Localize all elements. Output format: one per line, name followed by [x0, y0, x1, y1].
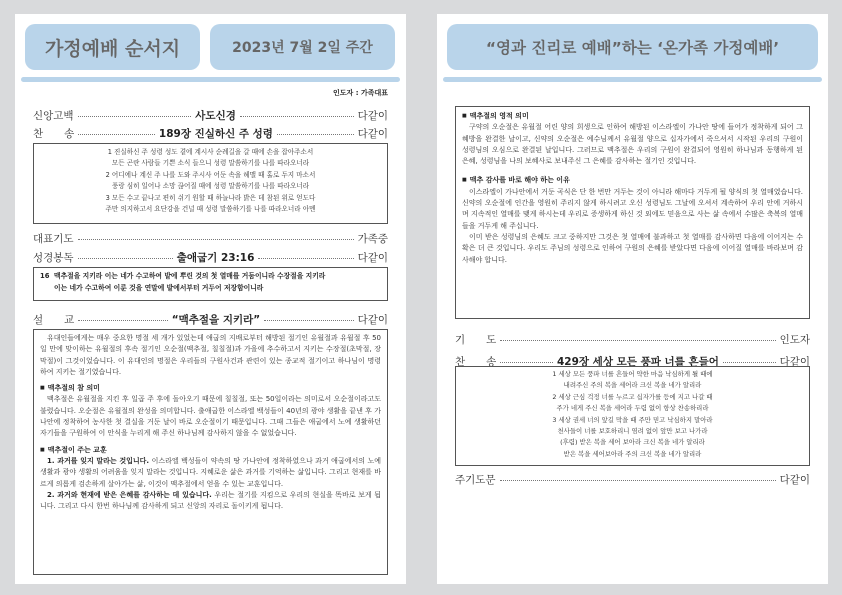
- dotted-leader: [78, 115, 192, 117]
- dotted-leader: [78, 238, 354, 240]
- lyric-line: 1 세상 모든 풍파 너를 흔들어 약한 마음 낙심하게 될 때에: [552, 370, 713, 378]
- sermon-box: [33, 329, 388, 575]
- section-body: 구약의 오순절은 유월절 어린 양의 희생으로 인하여 해방된 이스라엘이 가나안 땅에 들어가 정착하게 되어 그 혜방을 완결한 날이고, 신약의 오순절은 예수님께서 유월절 양으로 십자가에서 죽으셔서 시작된 우리의 구원이 성령님의 오심으로 완결된 날입니다. 그러므로 맥추절은 우리의 구원이 완결되어 영원히 하나님과 동행하게 된 은혜, 성령님을 나의 보혜사로 보내주신 그 은혜를 감사하는 절기인 것입니다.: [462, 123, 803, 166]
- dotted-leader: [500, 361, 553, 363]
- order-participant: 다같이: [357, 128, 389, 140]
- bulletin-banner: “영과 진리로 예배”하는 ‘온가족 가정예배’: [447, 24, 818, 70]
- order-content: 429장 세상 모든 풍파 너를 흔들어: [556, 356, 719, 368]
- dotted-leader: [500, 479, 776, 481]
- lyric-line: 1 진실하신 주 성령 성도 곁에 계시사 순례길을 갈 때에 손을 잡아주소서: [107, 148, 314, 156]
- dotted-leader: [723, 361, 776, 363]
- verse-line: 이는 네가 수고하여 이룬 것을 연말에 밭에서부터 거두어 저장함이니라: [54, 283, 264, 292]
- order-content: 사도신경: [195, 110, 236, 122]
- order-participant: 다같이: [779, 356, 810, 368]
- section-body: 맥추절은 유월절을 지킨 후 일곱 주 후에 돌아오기 때문에 칠칠절, 또는 50일이라는 의미로서 오순절이라고도 불렸습니다. 오순절은 유월절의 완성을 의미합니다. 출애굽한 이스라엘 백성들이 40년의 광야 생활을 끝낸 후 가나안에 정착하여 농사한 첫 결실을 거둔 날이 바로 오순절이기 때문입니다. 그때 그들은 애굽에서 노예 생활하던 자기들을 구원하여 이 안식을 누리게 해 주신 하나님께 감사하지 않을 수 없었습니다.: [40, 395, 381, 438]
- order-label: 주기도문: [455, 474, 496, 486]
- lesson-text: 이스라엘 백성들이 약속의 땅 가나안에 정착하였으나 과거 애굽에서의 노예 생활과 광야 생활의 어려움을 잊지 말라는 것입니다. 지혜로운 삶은 과거를 기억하는 삶입니다. 그리고 현재를 바르게 의롭게 검손하게 살아가는 삶, 이것이 맥추절에서 얻을 수 있는 교훈입니다.: [40, 456, 381, 488]
- lyric-line: 내려주신 주의 복을 세어라 크신 복을 네가 알리라: [563, 381, 702, 390]
- lyric-line: 주만 의지하고서 요단강을 건널 때 성령 말씀하기를 나를 따라오너라 아멘: [105, 205, 316, 214]
- dotted-leader: [78, 133, 155, 135]
- order-participant: 인도자: [779, 334, 810, 346]
- order-content: 189장 진실하신 주 성령: [158, 128, 273, 140]
- section-heading: ■ 맥추 감사를 바로 해야 하는 이유: [462, 175, 803, 186]
- lesson-lead: 2. 과거와 현재에 받은 은혜를 감사하는 데 있습니다.: [47, 490, 212, 499]
- lyric-line: 모든 곤란 사람들 기쁜 소식 들으니 성령 말씀하기를 나를 따라오너라: [111, 159, 310, 168]
- bulletin-title: 가정예배 순서지: [25, 24, 200, 70]
- lyric-line: 2 어디에나 계신 주 나를 도와 주시사 어둔 속을 헤맬 때 홀로 두지 마소서: [105, 170, 316, 179]
- sermon-intro: 유대인들에게는 매우 중요한 명절 세 개가 있었는데 애굽의 지배로부터 해방된 절기인 유월절과 유월절 후 50일 만에 맞이하는 유월절의 후속 절기인 오순절(맥추절, 칠칠절)과 가을에 추수하고서 지키는 수장절(초막절, 장막절)이 그것이었습니다. 이 유대인의 명절은 우리들의 구원사건과 관련이 있는 종교적 절기이고 하나님이 명령하여 지키는 절기였습니다.: [40, 334, 381, 376]
- dotted-leader: [78, 319, 167, 321]
- order-label: 기 도: [455, 334, 497, 346]
- header-divider: [443, 77, 822, 82]
- verse-number: 16: [40, 272, 50, 280]
- dotted-leader: [277, 133, 354, 135]
- order-participant: 가족중: [357, 233, 388, 245]
- dotted-leader: [258, 257, 353, 259]
- lyric-line: (후렴) 받은 복을 세어 보아라 크신 복을 네가 알리라: [560, 438, 705, 447]
- section-body: 이미 받은 성령님의 은혜도 크고 중하지만 그것은 첫 열매에 불과하고 첫 열매를 감사하면 다음에 이어지는 수확은 더 큰 것입니다. 우리도 주님의 성령으로 인하여 구원의 은혜를 받았다면 다음에 이어질 열매를 바라보며 감사해야 합니다.: [462, 232, 803, 264]
- lyric-line: 3 모든 수고 끝나고 편히 쉬기 원할 때 하늘나라 밝은 데 참된 위로 얻도다: [105, 193, 316, 202]
- order-label: 성경봉독: [33, 252, 74, 264]
- section-body: 이스라엘이 가나안에서 거둔 곡식은 단 한 번만 거두는 것이 아니라 해마다 거두게 될 양식의 첫 열매였습니다. 신약의 오순절에 인간을 영원히 주리지 않게 하시려고 오신 성령님도 그날에 오셔서 계속하여 우리 안에 거하시며 지속적인 열매를 맺게 하시는데 우리로 증생하게 하신 것 외에도 믿음으로 사는 삶 속에서 수많은 축복의 열매들을 거두게 해 주십니다.: [462, 187, 803, 230]
- order-participant: 다같이: [357, 314, 389, 326]
- lesson-paragraph: [40, 456, 381, 490]
- header-divider: [21, 77, 400, 82]
- left-page: [15, 14, 406, 584]
- sermon-continued-box: [455, 106, 810, 319]
- lyric-line: 3 세상 권세 너의 앞길 막을 때 주만 믿고 낙심하지 말아라: [552, 415, 713, 424]
- lyric-line: 풍랑 심히 일어나 소망 끊어질 때에 성령 말씀하기를 나를 따라오너라: [111, 182, 310, 191]
- dotted-leader: [264, 319, 353, 321]
- lyric-line: 받은 복을 세어보아라 주의 크신 복을 네가 알리라: [563, 449, 702, 458]
- verse-line: 맥추절을 지키라 이는 네가 수고하여 밭에 뿌린 것의 첫 열매를 거둠이니라 수장절을 지키라: [54, 272, 326, 280]
- bulletin-date: 2023년 7월 2일 주간: [210, 24, 395, 70]
- order-content: “맥추절을 지키라”: [171, 314, 261, 326]
- order-label: 찬 송: [33, 128, 75, 140]
- order-label: 설 교: [33, 314, 75, 326]
- order-prayer: [455, 332, 810, 347]
- lesson-paragraph: [40, 490, 381, 513]
- order-participant: 다같이: [357, 110, 388, 122]
- section-heading: ■ 맥추절의 영적 의미: [462, 111, 803, 122]
- section-heading: ■ 맥추절의 참 의미: [40, 383, 381, 394]
- right-page: [437, 14, 828, 584]
- order-participant: 다같이: [357, 252, 389, 264]
- order-label: 신앙고백: [33, 110, 74, 122]
- lyric-line: 천사들이 너를 보호하리니 염려 없이 앞만 보고 나가라: [557, 427, 708, 436]
- scripture-box: [33, 267, 388, 301]
- order-reading: [33, 250, 388, 265]
- order-participant: 다같이: [779, 474, 810, 486]
- lyric-line: 2 세상 근심 걱정 너를 누르고 십자가를 등에 지고 나갈 때: [552, 392, 713, 401]
- order-label: 찬 송: [455, 356, 497, 368]
- section-heading: ■ 맥추절이 주는 교훈: [40, 445, 381, 456]
- order-prayer: [33, 231, 388, 246]
- order-lords-prayer: [455, 472, 810, 487]
- dotted-leader: [240, 115, 354, 117]
- hymn-lyrics-box: [33, 143, 388, 224]
- lesson-lead: 1. 과거를 잊지 말라는 것입니다.: [47, 456, 150, 465]
- order-hymn: [33, 126, 388, 141]
- lesson-text: 우리는 절기를 지킴으로 우리의 현실을 똑바로 보게 됩니다. 그리고 다시 한번 하나님께 감사하게 되고 신앙의 자리로 돌이키게 됩니다.: [40, 490, 381, 511]
- order-sermon: [33, 312, 388, 327]
- order-confession: [33, 108, 388, 123]
- leader-note: 인도자 : 가족대표: [332, 89, 388, 97]
- lyric-line: 주가 네게 주신 복을 세어라 두렴 없이 항상 찬송하리라: [556, 404, 709, 413]
- order-label: 대표기도: [33, 233, 74, 245]
- dotted-leader: [78, 257, 173, 259]
- hymn-lyrics-box: [455, 366, 810, 466]
- order-content: 출애굽기 23:16: [176, 252, 255, 264]
- dotted-leader: [500, 339, 775, 341]
